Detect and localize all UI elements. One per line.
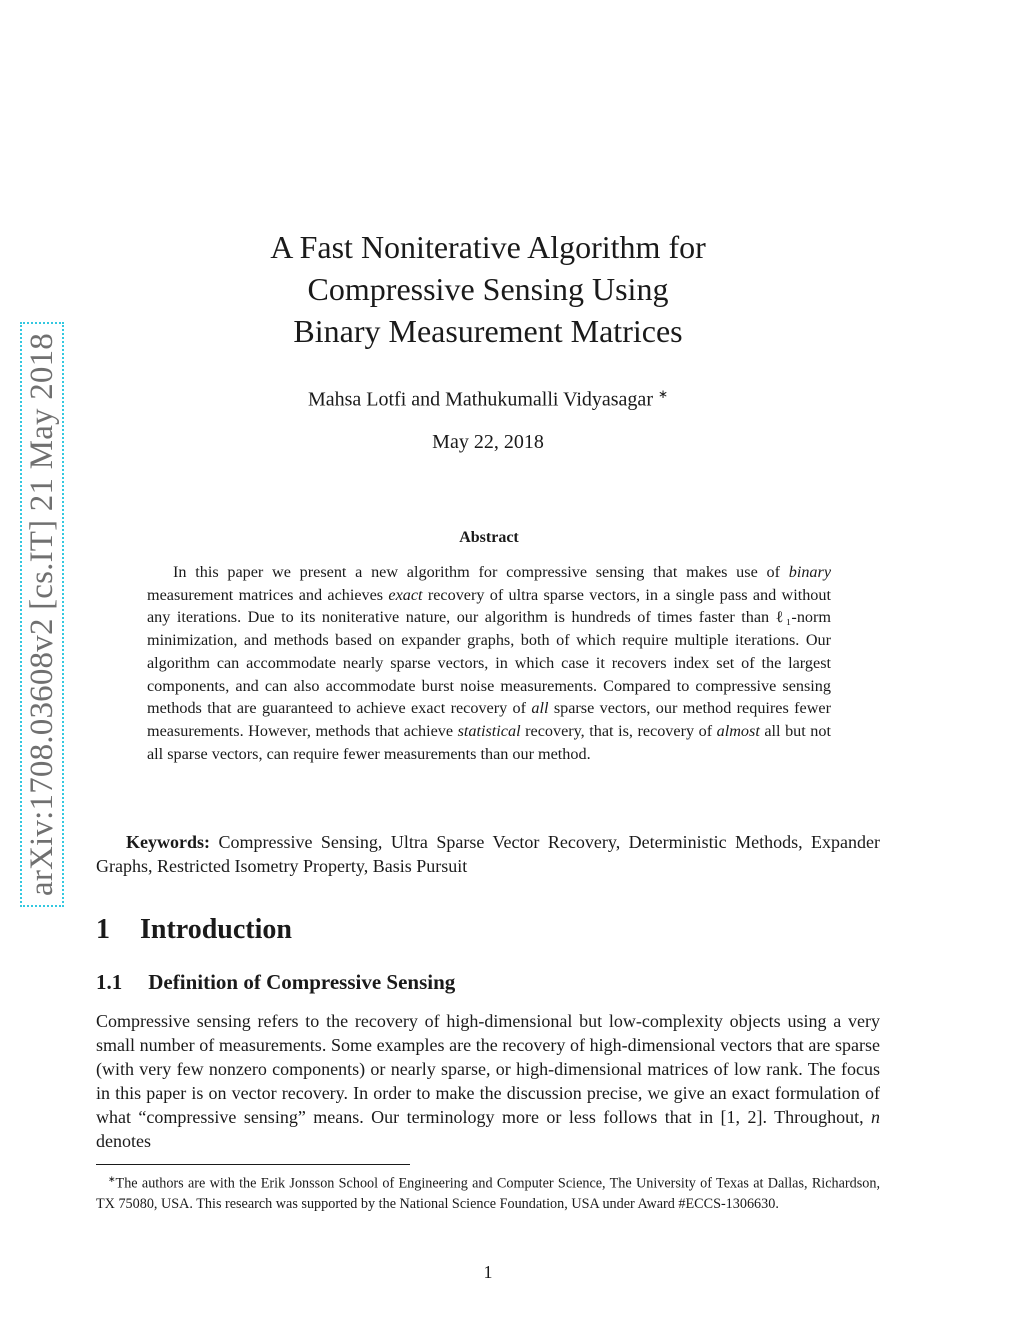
keywords-label: Keywords: xyxy=(126,832,210,852)
title-line-3: Binary Measurement Matrices xyxy=(293,313,683,349)
abstract-text-2: measurement matrices and achieves xyxy=(147,585,389,604)
abstract-text-1: In this paper we present a new algorithm for compressive sensing that makes use of xyxy=(173,563,780,581)
abstract-text-4: sparse vectors, our method requires fewer measurements. However, methods that achieve xyxy=(147,699,831,740)
subsection-title: Definition of Compressive Sensing xyxy=(148,970,456,994)
author-footnote-mark: ∗ xyxy=(657,387,669,401)
author-names: Mahsa Lotfi and Mathukumalli Vidyasagar xyxy=(307,388,653,411)
abstract-text-3: recovery of ultra sparse vectors, in a single pass and without any iterations. Due to its noniterative nature, our algorithm is hundreds of times faster than ℓ₁-norm minimization, and methods based on expander graphs, both of which require multiple iterations. Our algorithm can accommodate nearly sparse vectors, in which case it recovers index set of the largest components, and can also accommodate burst noise measurements. Compared to compressive sensing methods that are guaranteed to achieve exact recovery of xyxy=(147,585,831,718)
math-variable-n: n xyxy=(871,1107,880,1127)
abstract-text-6: all but not all sparse vectors, can require fewer measurements than our method. xyxy=(147,721,831,763)
footnote-mark: ∗ xyxy=(108,1174,116,1184)
author-list xyxy=(160,380,816,414)
abstract-body xyxy=(147,561,831,765)
title-line-1: A Fast Noniterative Algorithm for xyxy=(270,229,706,265)
abstract-emphasis-binary: binary xyxy=(788,563,832,581)
section-title: Introduction xyxy=(140,914,292,945)
abstract-emphasis-statistical: statistical xyxy=(457,721,521,740)
abstract-heading: Abstract xyxy=(459,529,519,546)
abstract-emphasis-exact: exact xyxy=(388,585,423,604)
keywords-paragraph xyxy=(96,830,880,878)
section-heading-introduction xyxy=(96,912,292,948)
abstract-emphasis-almost: almost xyxy=(716,721,760,740)
body-text-2: denotes xyxy=(96,1131,151,1151)
footnote xyxy=(96,1169,880,1214)
paper-title xyxy=(160,226,816,352)
title-line-2: Compressive Sensing Using xyxy=(307,271,669,307)
keywords-list: Compressive Sensing, Ultra Sparse Vector Recovery, Deterministic Methods, Expander Graphs, Restricted Isometry Property, Basis Pursuit xyxy=(96,832,881,876)
body-text-1: Compressive sensing refers to the recovery of high-dimensional but low-complexity objects using a very small number of measurements. Some examples are the recovery of high-dimensional vectors that are sparse (with very few nonzero components) or nearly sparse, or high-dimensional matrices of low rank. The focus in this paper is on vector recovery. In order to make the discussion precise, we give an exact formulation of what “compressive sensing” means. Our terminology more or less follows that in [1, 2]. Throughout, xyxy=(96,1011,880,1127)
section-number: 1 xyxy=(96,914,110,945)
arxiv-identifier: arXiv:1708.03608v2 [cs.IT] 21 May 2018 xyxy=(24,333,60,897)
subsection-number: 1.1 xyxy=(96,970,123,994)
publication-date: May 22, 2018 xyxy=(432,431,544,453)
subsection-heading-definition xyxy=(96,968,455,996)
footnote-text: The authors are with the Erik Jonsson School of Engineering and Computer Science, The University of Texas at Dallas, Richardson, TX 75080, USA. This research was supported by the National Science Foundation, USA under Award #ECCS-1306630. xyxy=(96,1175,880,1212)
abstract-text-5: recovery, that is, recovery of xyxy=(520,721,717,740)
abstract-emphasis-all: all xyxy=(531,699,549,718)
page-number: 1 xyxy=(483,1262,493,1282)
footnote-divider xyxy=(96,1164,410,1165)
introduction-paragraph xyxy=(96,1009,880,1153)
